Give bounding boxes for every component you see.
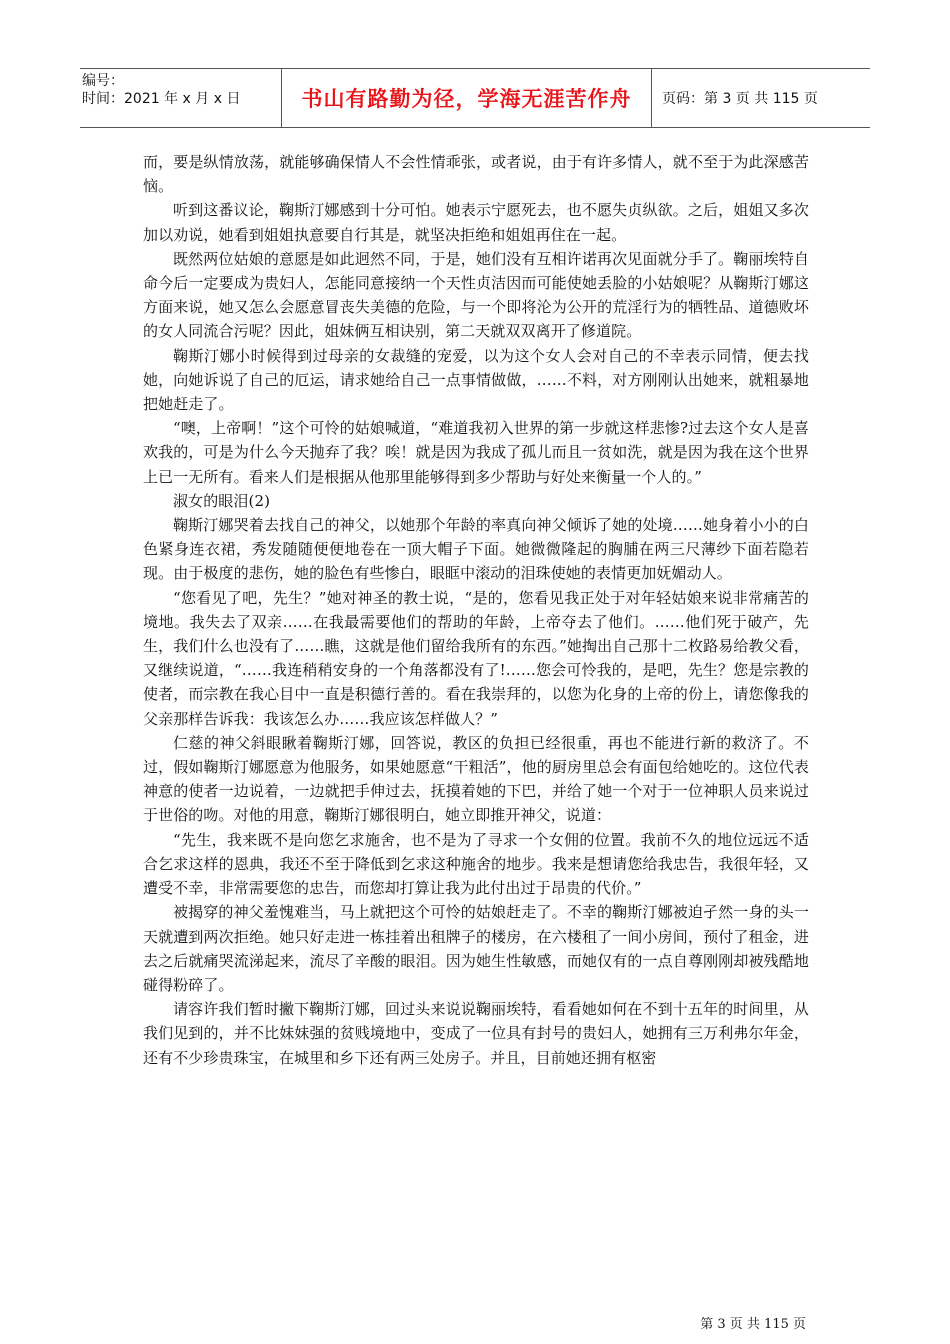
- page-footer: 第 3 页 共 115 页: [700, 1317, 806, 1332]
- paragraph: “您看见了吧，先生？”她对神圣的教士说，“是的，您看见我正处于对年轻姑娘来说非常痛苦的境地。我失去了双亲……在我最需要他们的帮助的年龄，上帝夺去了他们。……他们死于破产，先生，我们什么也没有了……瞧，这就是他们留给我所有的东西。”她掏出自己那十二枚路易给教父看，又继续说道，“……我连稍稍安身的一个角落都没有了!……您会可怜我的，是吧，先生？您是宗教的使者，而宗教在我心目中一直是积德行善的。看在我崇拜的，以您为化身的上帝的份上，请您像我的父亲那样告诉我：我该怎么办……我应该怎样做人？”: [143, 588, 809, 728]
- header-motto: 书山有路勤为径，学海无涯苦作舟: [281, 69, 652, 127]
- header-page-info: 页码：第 3 页 共 115 页: [662, 91, 818, 107]
- paragraph: 鞠斯汀娜哭着去找自己的神父，以她那个年龄的率真向神父倾诉了她的处境……她身着小小的白色紧身连衣裙，秀发随随便便地卷在一顶大帽子下面。她微微隆起的胸脯在两三尺薄纱下面若隐若现。由于极度的悲伤，她的脸色有些惨白，眼眶中滚动的泪珠使她的表情更加妩媚动人。: [143, 516, 809, 583]
- paragraph: 鞠斯汀娜小时候得到过母亲的女裁缝的宠爱，以为这个女人会对自己的不幸表示同情，便去找她，向她诉说了自己的厄运，请求她给自己一点事情做做，……不料，对方刚刚认出她来，就粗暴地把她赶走了。: [143, 346, 809, 414]
- page-header: [80, 68, 870, 128]
- paragraph: 既然两位姑娘的意愿是如此迥然不同，于是，她们没有互相许诺再次见面就分手了。鞠丽埃特自命今后一定要成为贵妇人，怎能同意接纳一个天性贞洁因而可能使她丢脸的小姑娘呢？从鞠斯汀娜这方面来说，她又怎么会愿意冒丧失美德的危险，与一个即将沦为公开的荒淫行为的牺牲品、道德败坏的女人同流合污呢？因此，姐妹俩互相诀别，第二天就双双离开了修道院。: [143, 249, 809, 341]
- time-label: 时间：2021 年 x 月 x 日: [82, 91, 241, 107]
- paragraph: “噢，上帝啊！”这个可怜的姑娘喊道，“难道我初入世界的第一步就这样悲惨?过去这个女人是喜欢我的，可是为什么今天抛弃了我？唉！就是因为我成了孤儿而且一贫如洗，就是因为我在这个世界上已一无所有。看来人们是根据从他那里能够得到多少帮助与好处来衡量一个人的。”: [143, 419, 809, 486]
- paragraph: 仁慈的神父斜眼瞅着鞠斯汀娜，回答说，教区的负担已经很重，再也不能进行新的救济了。不过，假如鞠斯汀娜愿意为他服务，如果她愿意“干粗活”，他的厨房里总会有面包给她吃的。这位代表神意的使者一边说着，一边就把手伸过去，抚摸着她的下巴，并给了她一个对于一位神职人员来说过于世俗的吻。对他的用意，鞠斯汀娜很明白，她立即推开神父，说道：: [143, 733, 809, 825]
- paragraph: 而，要是纵情放荡，就能够确保情人不会性情乖张，或者说，由于有许多情人，就不至于为此深感苦恼。: [143, 153, 809, 196]
- header-meta: [80, 69, 281, 127]
- document-body: [143, 150, 809, 1070]
- paragraph: 请容许我们暂时撇下鞠斯汀娜，回过头来说说鞠丽埃特，看看她如何在不到十五年的时间里，从我们见到的，并不比妹妹强的贫贱境地中，变成了一位具有封号的贵妇人，她拥有三万利弗尔年金，还有不少珍贵珠宝，在城里和乡下还有两三处房子。并且，目前她还拥有枢密: [143, 1000, 809, 1067]
- code-label: 编号：: [82, 73, 124, 89]
- paragraph: “先生，我来既不是向您乞求施舍，也不是为了寻求一个女佣的位置。我前不久的地位远远不适合乞求这样的恩典，我还不至于降低到乞求这种施舍的地步。我来是想请您给我忠告，我很年轻，又遭受不幸，非常需要您的忠告，而您却打算让我为此付出过于昂贵的代价。”: [143, 830, 809, 898]
- paragraph: 被揭穿的神父羞愧难当，马上就把这个可怜的姑娘赶走了。不幸的鞠斯汀娜被迫孑然一身的头一天就遭到两次拒绝。她只好走进一栋挂着出租牌子的楼房，在六楼租了一间小房间，预付了租金，进去之后就痛哭流涕起来，流尽了辛酸的眼泪。因为她生性敏感，而她仅有的一点自尊刚刚却被残酷地碰得粉碎了。: [143, 903, 809, 994]
- paragraph: 听到这番议论，鞠斯汀娜感到十分可怕。她表示宁愿死去，也不愿失贞纵欲。之后，姐姐又多次加以劝说，她看到姐姐执意要自行其是，就坚决拒绝和姐姐再住在一起。: [143, 201, 809, 244]
- section-heading: 淑女的眼泪(2): [173, 491, 271, 510]
